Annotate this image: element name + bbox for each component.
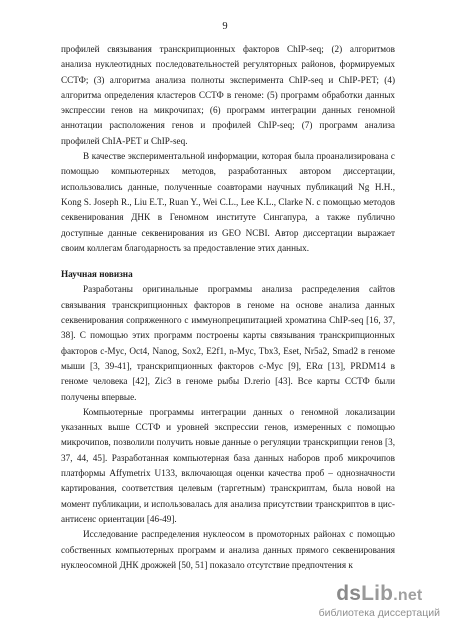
paragraph-experimental-data: В качестве экспериментальной информации, которая была проанализирована с помощью компьютерных методов, разработанных автором диссертации, использовались данные, полученные соавторами научных публикаций Ng H.H., Kong S. Joseph R., Liu E.T., Ruan Y., Wei C.L., Lee K.L., Clarke N. с помощью методов секвенирования ДНК в Геномном институте Сингапура, а также публично доступные данные секвенирования из GEO NCBI. Автор диссертации выражает своим коллегам благодарность за предоставление этих данных. <box>61 151 395 253</box>
page-number: 9 <box>222 21 228 32</box>
watermark-subtitle: библиотека диссертаций <box>318 607 440 619</box>
paragraph-methods-list: профилей связывания транскрипционных факторов ChIP-seq; (2) алгоритмов анализа нуклеотидных последовательностей регуляторных районов, формируемых ССТФ; (3) алгоритма анализа полноты эксперимента ChIP-seq и ChIP-PET; (4) алгоритма определения кластеров ССТФ в геноме: (5) программ обработки данных экспрессии генов на микрочипах; (6) программ интеграции данных геномной аннотации расположения генов и профилей ChIP-seq; (7) программ анализа профилей ChIA-PET и ChIP-seq. <box>61 44 395 146</box>
paragraph-novelty-integration: Компьютерные программы интеграции данных о геномной локализации указанных выше ССТФ и уровней экспрессии генов, измеренных с помощью микрочипов, позволили получить новые данные о регуляции транскрипции генов [3, 37, 44, 45]. Разработанная компьютерная база данных наборов проб микрочипов платформы Affymetrix U133, включающая оценки качества проб – однозначности картирования, соответствия целевым (таргетным) транскриптам, была новой на момент публикации, и использовалась для анализа присутствии транскриптов в цис-антисенс ориентации [46-49]. <box>61 406 395 524</box>
paragraph-novelty-programs: Разработаны оригинальные программы анализа распределения сайтов связывания транскрипционных факторов в геноме на основе анализа данных секвенирования сопряженного с иммунопреципитацией хроматина ChIP-seq [16, 37, 38]. С помощью этих программ построены карты связывания транскрипционных факторов c-Myc, Oct4, Nanog, Sox2, E2f1, n-Myc, Tbx3, Eset, Nr5a2, Smad2 в геноме мыши [3, 39-41], транскрипционных факторов c-Myc [9], ERα [13], PRDM14 в геноме человека [42], Zic3 в геноме рыбы D.rerio [43]. Все карты ССТФ были получены впервые. <box>61 284 395 402</box>
paragraph-novelty-nucleosomes: Исследование распределения нуклеосом в промоторных районах с помощью собственных компьютерных программ и анализа данных прямого секвенирования нуклеосомной ДНК дрожжей [50, 51] показало отсутствие предпочтения к <box>61 529 395 570</box>
section-heading-novelty: Научная новизна <box>61 269 133 280</box>
watermark-brand: dsLib.net <box>336 582 423 605</box>
dslib-watermark-logo <box>319 583 440 620</box>
document-body <box>61 42 395 573</box>
